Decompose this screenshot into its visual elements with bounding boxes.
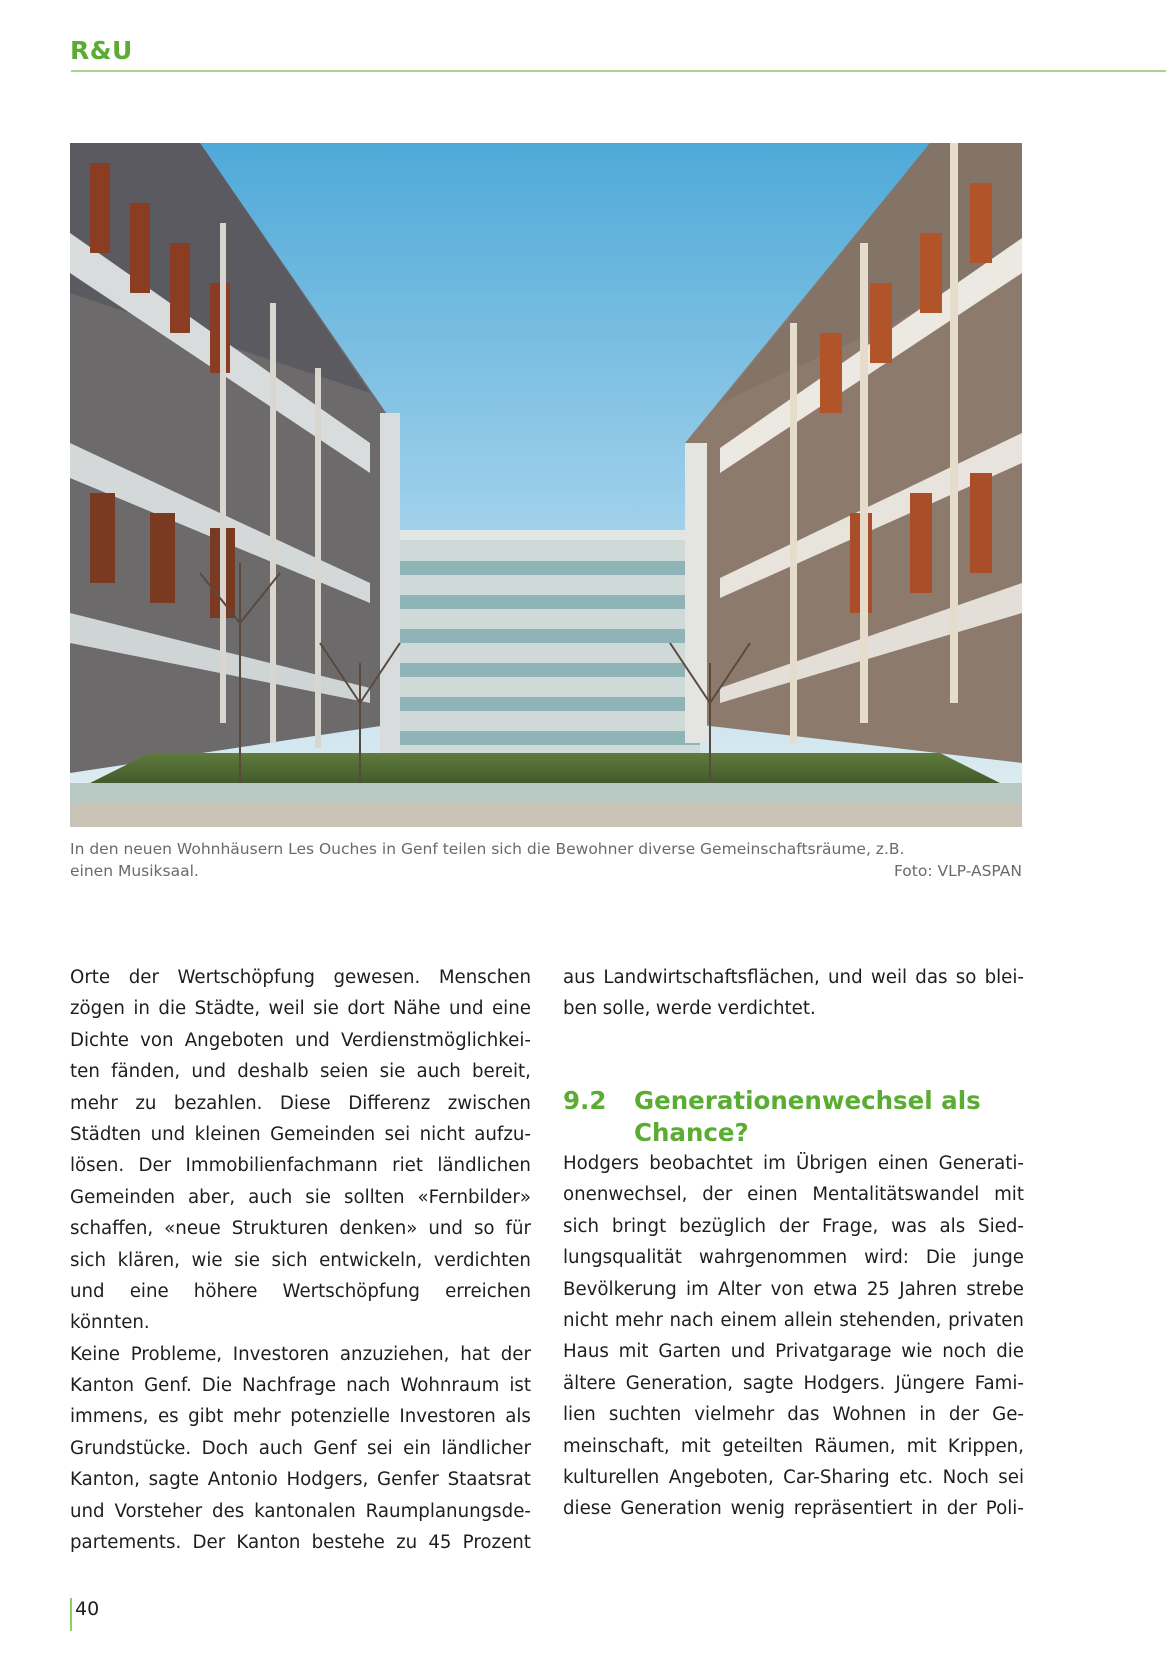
text-line <box>70 1182 531 1213</box>
page-number-marker <box>70 1598 72 1631</box>
word: meinschaft, <box>563 1435 670 1457</box>
word: Städte, <box>194 998 261 1020</box>
word: so <box>955 967 977 988</box>
word: Gemeinden <box>70 1186 176 1208</box>
word: Strukturen <box>231 1218 329 1240</box>
word: kleinen <box>194 1123 261 1145</box>
word: mit <box>906 1435 937 1457</box>
word: mit <box>680 1435 711 1457</box>
word: sei <box>384 1123 411 1145</box>
word: einen <box>747 1184 798 1206</box>
word: Der <box>138 1155 172 1177</box>
text-line <box>563 962 1024 993</box>
word: von <box>140 1029 174 1051</box>
text-line <box>70 1370 531 1401</box>
word: dort <box>347 998 385 1020</box>
word: vielmehr <box>694 1404 775 1426</box>
publication-logo: R&U <box>70 36 133 65</box>
right-column-body <box>563 1148 1024 1525</box>
word: der <box>778 1215 810 1237</box>
word: und <box>191 1061 227 1083</box>
word: ben <box>563 998 598 1020</box>
word: und <box>150 1123 186 1145</box>
word: bestehe <box>311 1532 385 1554</box>
word: sei <box>367 1437 393 1459</box>
section-number: 9.2 <box>563 1086 607 1115</box>
word: sich <box>70 1249 107 1271</box>
word: Jahren <box>899 1278 958 1300</box>
text-line <box>70 962 531 993</box>
word: als <box>939 1215 966 1237</box>
word: wie <box>191 1249 223 1271</box>
word: stehenden, <box>839 1309 942 1331</box>
word: Probleme, <box>130 1343 223 1365</box>
word: könnten. <box>70 1312 150 1334</box>
word: kulturellen <box>563 1466 660 1488</box>
word: bereit, <box>471 1061 531 1083</box>
word: beobachtet <box>649 1153 753 1174</box>
word: im <box>763 1153 786 1174</box>
word: etwa <box>813 1278 858 1300</box>
word: Angeboten, <box>668 1466 774 1488</box>
word: lungsqualität <box>563 1247 682 1269</box>
word: Immobilienfachmann <box>185 1155 378 1177</box>
word: Kanton, <box>70 1469 140 1491</box>
word: sagte <box>148 1469 200 1491</box>
word: aus <box>563 967 596 988</box>
text-line <box>70 1088 531 1119</box>
word: auch <box>248 1186 293 1208</box>
word: sie <box>234 1249 260 1271</box>
word: ein <box>403 1437 431 1459</box>
word: onenwechsel, <box>563 1184 688 1206</box>
text-line <box>70 1150 531 1181</box>
word: Noch <box>942 1466 989 1488</box>
word: die <box>158 998 187 1020</box>
word: zögen <box>70 998 125 1020</box>
word: Krippen, <box>947 1435 1024 1457</box>
left-column-text <box>70 962 531 1558</box>
word: Differenz <box>348 1092 431 1114</box>
word: Generation <box>620 1498 722 1520</box>
word: ist <box>509 1375 531 1397</box>
text-line <box>70 1464 531 1495</box>
word: Kanton <box>70 1375 135 1397</box>
word: solle, <box>602 998 651 1020</box>
word: so <box>473 1218 495 1240</box>
word: Nähe <box>393 998 441 1020</box>
word: ten <box>70 1061 100 1083</box>
word: repräsentiert <box>793 1498 913 1520</box>
word: sollten <box>343 1186 405 1208</box>
word: was <box>891 1215 927 1237</box>
word: Haus <box>563 1341 609 1363</box>
word: Gemeinden <box>270 1123 376 1145</box>
word: sie <box>379 1061 406 1083</box>
word: Ge- <box>992 1404 1024 1426</box>
word: nicht <box>419 1123 465 1145</box>
word: und <box>828 967 863 988</box>
word: 25 <box>866 1278 891 1300</box>
word: sich <box>563 1215 600 1237</box>
word: aber, <box>188 1186 236 1208</box>
text-line <box>70 1496 531 1527</box>
text-line <box>70 1025 531 1056</box>
word: des <box>212 1500 245 1522</box>
word: ländlicher <box>441 1437 531 1459</box>
word: entwickeln, <box>319 1249 423 1271</box>
word: lösen. <box>70 1155 125 1177</box>
text-line <box>70 1245 531 1276</box>
text-line <box>70 1307 531 1338</box>
word: und <box>70 1280 105 1302</box>
word: allein <box>783 1309 833 1331</box>
photo-caption <box>70 838 1022 882</box>
word: der <box>702 1184 733 1206</box>
word: Grundstücke. <box>70 1437 192 1459</box>
word: das <box>787 1404 820 1426</box>
word: Landwirtschaftsflächen, <box>603 967 820 988</box>
word: als <box>505 1406 531 1428</box>
caption-text-line1: In den neuen Wohnhäusern Les Ouches in Genf teilen sich die Bewohner diverse Gemeinschaftsräume, z.B. <box>70 840 905 858</box>
word: die <box>996 1341 1024 1363</box>
word: zu <box>396 1532 418 1554</box>
word: eine <box>129 1280 169 1302</box>
word: privaten <box>948 1309 1024 1331</box>
word: Keine <box>70 1343 120 1365</box>
word: ältere <box>563 1372 616 1394</box>
word: mehr <box>614 1309 663 1331</box>
word: gewesen. <box>333 967 421 988</box>
text-line <box>563 1399 1024 1430</box>
text-line <box>70 993 531 1024</box>
word: in <box>133 998 150 1020</box>
word: sich <box>271 1249 308 1271</box>
word: zwischen <box>447 1092 531 1114</box>
word: Generati- <box>938 1153 1024 1174</box>
word: Wertschöpfung <box>177 967 315 988</box>
text-line <box>70 1119 531 1150</box>
word: weil <box>870 967 908 988</box>
word: suchten <box>608 1404 682 1426</box>
word: Die <box>201 1375 233 1397</box>
word: gibt <box>188 1406 224 1428</box>
word: Prozent <box>462 1532 531 1554</box>
word: lien <box>563 1404 596 1426</box>
word: zu <box>135 1092 157 1114</box>
word: Hodgers <box>563 1153 640 1174</box>
word: deshalb <box>237 1061 309 1083</box>
word: bringt <box>611 1215 667 1237</box>
text-line <box>563 1462 1024 1493</box>
pavement <box>70 803 1022 827</box>
word: einen <box>877 1153 929 1174</box>
photo-illustration <box>70 143 1022 827</box>
text-line <box>70 1527 531 1558</box>
word: Orte <box>70 967 111 988</box>
text-line <box>563 1336 1024 1367</box>
text-line <box>70 1339 531 1370</box>
word: bezüglich <box>679 1215 767 1237</box>
word: seien <box>319 1061 369 1083</box>
word: verdichtet. <box>717 998 816 1020</box>
word: Städten <box>70 1123 142 1145</box>
word: sei <box>998 1466 1024 1488</box>
word: Raumplanungsde- <box>365 1500 531 1522</box>
word: und <box>295 1029 330 1051</box>
word: noch <box>942 1341 987 1363</box>
word: Diese <box>279 1092 331 1114</box>
word: Antonio <box>207 1469 278 1491</box>
word: weil <box>268 998 305 1020</box>
text-line <box>563 1274 1024 1305</box>
word: in <box>919 1404 936 1426</box>
lawn <box>90 753 1000 783</box>
word: Staatsrat <box>447 1469 531 1491</box>
text-line <box>563 1431 1024 1462</box>
word: Kanton <box>236 1532 301 1554</box>
word: und <box>70 1500 105 1522</box>
word: wenig <box>730 1498 785 1520</box>
word: verdichten <box>433 1249 531 1271</box>
word: Frage, <box>822 1215 879 1237</box>
word: Dichte <box>70 1029 129 1051</box>
word: Garten <box>658 1341 721 1363</box>
word: es <box>157 1406 179 1428</box>
word: blei- <box>984 967 1024 988</box>
word: Angeboten <box>184 1029 284 1051</box>
caption-text-line2: einen Musiksaal. <box>70 862 199 880</box>
text-line <box>563 1368 1024 1399</box>
text-line <box>563 1179 1024 1210</box>
word: potenzielle <box>290 1406 390 1428</box>
text-line <box>563 1242 1024 1273</box>
word: der <box>128 967 159 988</box>
word: 45 <box>428 1532 452 1554</box>
text-line <box>563 1148 1024 1179</box>
word: mit <box>994 1184 1024 1206</box>
word: anzuziehen, <box>339 1343 450 1365</box>
word: sie <box>305 1186 331 1208</box>
word: höhere <box>193 1280 258 1302</box>
word: erreichen <box>445 1280 531 1302</box>
back-building <box>388 530 700 780</box>
word: der <box>946 1498 977 1520</box>
word: Hodgers. <box>803 1372 886 1394</box>
word: und <box>428 1218 463 1240</box>
word: Der <box>192 1532 226 1554</box>
word: Jüngere <box>895 1372 965 1394</box>
word: klären, <box>117 1249 180 1271</box>
word: Hodgers, <box>286 1469 369 1491</box>
word: im <box>686 1278 709 1300</box>
word: und <box>730 1341 766 1363</box>
planter-wall <box>70 783 1022 803</box>
word: strebe <box>966 1278 1024 1300</box>
word: wird: <box>864 1247 909 1269</box>
word: nach <box>669 1309 714 1331</box>
word: diese <box>563 1498 612 1520</box>
word: Sied- <box>978 1215 1024 1237</box>
text-line <box>563 1211 1024 1242</box>
word: Fami- <box>974 1372 1024 1394</box>
word: Generation, <box>625 1372 734 1394</box>
word: wahrgenommen <box>698 1247 848 1269</box>
word: kantonalen <box>254 1500 356 1522</box>
word: Alter <box>718 1278 762 1300</box>
word: nicht <box>563 1309 609 1331</box>
word: mehr <box>232 1406 281 1428</box>
word: Mentalitätswandel <box>812 1184 980 1206</box>
word: Doch <box>201 1437 249 1459</box>
word: Car-Sharing <box>783 1466 890 1488</box>
word: Die <box>925 1247 957 1269</box>
text-line <box>70 1213 531 1244</box>
word: und <box>448 998 484 1020</box>
section-title-line2: Chance? <box>634 1118 749 1147</box>
word: Vorsteher <box>114 1500 203 1522</box>
header-divider <box>71 70 1166 72</box>
word: «Fernbilder» <box>417 1186 531 1208</box>
word: Wertschöpfung <box>282 1280 420 1302</box>
word: der <box>948 1404 980 1426</box>
text-line <box>70 1433 531 1464</box>
word: Menschen <box>438 967 531 988</box>
word: Poli- <box>985 1498 1024 1520</box>
word: auch <box>416 1061 461 1083</box>
word: Bevölkerung <box>563 1278 677 1300</box>
word: Wohnraum <box>400 1375 500 1397</box>
word: sagte <box>743 1372 794 1394</box>
word: das <box>915 967 948 988</box>
text-line <box>70 1056 531 1087</box>
word: mehr <box>70 1092 118 1114</box>
word: aufzu- <box>474 1123 531 1145</box>
word: in <box>921 1498 938 1520</box>
word: Privatgarage <box>775 1341 892 1363</box>
word: etc. <box>899 1466 934 1488</box>
word: Räumen, <box>814 1435 896 1457</box>
word: wie <box>901 1341 933 1363</box>
right-column-intro <box>563 962 1024 1025</box>
word: ländlichen <box>437 1155 531 1177</box>
word: junge <box>973 1247 1024 1269</box>
word: fänden, <box>111 1061 181 1083</box>
section-title-line1: Generationenwechsel als <box>634 1086 981 1115</box>
text-line <box>70 1401 531 1432</box>
word: nach <box>346 1375 391 1397</box>
text-line <box>563 1305 1024 1336</box>
word: für <box>505 1218 531 1240</box>
page-number: 40 <box>75 1598 100 1620</box>
word: Wohnen <box>832 1404 907 1426</box>
word: einem <box>720 1309 778 1331</box>
text-line <box>70 1276 531 1307</box>
word: mit <box>618 1341 649 1363</box>
word: hat <box>460 1343 490 1365</box>
word: Investoren <box>399 1406 496 1428</box>
courtyard-photo <box>70 143 1022 827</box>
word: denken» <box>339 1218 418 1240</box>
word: von <box>770 1278 805 1300</box>
photo-credit: Foto: VLP-ASPAN <box>893 862 1022 880</box>
word: sie <box>313 998 339 1020</box>
word: riet <box>392 1155 424 1177</box>
word: Investoren <box>232 1343 330 1365</box>
word: bezahlen. <box>173 1092 263 1114</box>
word: Genf <box>313 1437 357 1459</box>
word: «neue <box>164 1218 221 1240</box>
word: partements. <box>70 1532 182 1554</box>
word: immens, <box>70 1406 149 1428</box>
word: geteilten <box>722 1435 804 1457</box>
text-line <box>563 1493 1024 1524</box>
section-title <box>634 1085 1034 1149</box>
word: Verdienstmöglichkei- <box>340 1029 531 1051</box>
word: auch <box>258 1437 303 1459</box>
word: Nachfrage <box>242 1375 337 1397</box>
word: schaffen, <box>70 1218 154 1240</box>
text-line <box>563 993 1024 1024</box>
word: werde <box>655 998 712 1020</box>
word: eine <box>491 998 531 1020</box>
word: Genfer <box>377 1469 439 1491</box>
word: Übrigen <box>796 1153 868 1174</box>
word: der <box>500 1343 531 1365</box>
word: Genf. <box>144 1375 192 1397</box>
